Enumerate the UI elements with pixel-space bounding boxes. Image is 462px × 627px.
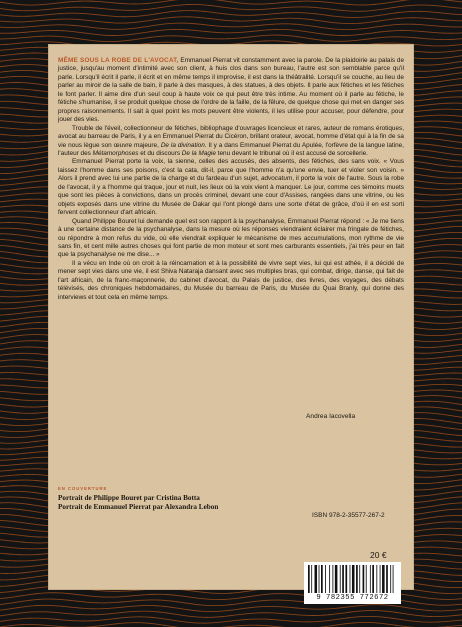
paragraph-4: Quand Philippe Bouret lui demande quel est son rapport à la psychanalyse, Emmanuel Pierrat répond : « Je me tiens à une certaine distance de la psychanalyse, dans la mesure où les réponses viendraient éclairer ma fringale de fétiches, ou répondre à mon refus du vide, où elle viendrait expliquer le mécanisme de mes accumulations, mon rythme de vie sans fin, et cent mille autres choses qui font partie de mon moteur et sont mes carburants essentiels, j'ai très peur en fait que la psychanalyse ne me dise... » bbox=[58, 217, 404, 259]
paragraph-2-text-c: et du discours bbox=[138, 149, 182, 157]
barcode bbox=[304, 562, 401, 604]
paragraph-2 bbox=[58, 125, 404, 159]
barcode-bars bbox=[304, 562, 401, 596]
paragraph-2-text-d: tenu devant le tribunal où il est accusé de sorcellerie. bbox=[215, 149, 368, 157]
author-signature: Andrea Iacovella bbox=[306, 413, 356, 420]
lead-in-phrase: MÊME SOUS LA ROBE DE L'AVOCAT, bbox=[58, 57, 179, 64]
title-metamorphoses: Métamorphoses bbox=[92, 149, 139, 157]
paragraph-5: Il a vécu en Inde où on croit à la réincarnation et à la possibilité de vivre sept vies, lui qui est athée, il a décidé de mener sept vies dans une vie, il est Shiva Nataraja dansant avec ses multiples bras, qui combat, dirige, danse, qui fait de l'art africain, de la franc-maçonnerie, du cabinet d'avocat, du Palais de justice, des livres, des voyages, des débats télévisés, des chroniques hebdomadaires, du Musée du barreau de Paris, du Musée du Quai Branly, qui donne des interviews et tout cela en même temps. bbox=[58, 259, 404, 301]
paragraph-3 bbox=[58, 158, 404, 217]
cover-credit-label: EN COUVERTURE bbox=[58, 486, 108, 491]
paragraph-3-text-b: , il porte la voix de l'autre. Sous la robe de l'avocat, il y a l'homme qui traque, jour et nuit, les lieux où la voix vient à manquer. Le jour, comme ces témoins muets que sont les pièces à convictions, dans un procès criminel, devant une cour d'Assises, rangées dans une vitrine, ou les objets exposés dans une vitrine du Musée de Dakar qui l'ont plongé dans une sorte d'état de grâce, d'où il en est sorti fervent collectionneur d'art africain. bbox=[58, 175, 404, 217]
barcode-digits: 9 782355 772672 bbox=[316, 594, 389, 602]
paragraph-1 bbox=[58, 57, 404, 125]
paragraph-3-text-a: Emmanuel Pierrat porte la voix, la sienne, celles des accusés, des absents, des fétiches, des sans voix. « Vous laissez l'homme dans ses poisons, c'est la cata, dit-il, parce que l'homme n'a qu'une envie, tuer et violer son voisin. » Alors il prend avec lui une partie de la charge et du fardeau d'un sujet, bbox=[58, 158, 404, 183]
title-de-la-divination: De la divination bbox=[160, 141, 205, 149]
photo-credit-bouret: Portrait de Philippe Bouret par Cristina Botta bbox=[58, 494, 200, 502]
title-de-la-magie: De la Magie bbox=[181, 149, 216, 157]
photo-credit-pierrat: Portrait de Emmanuel Pierrat par Alexandra Lebon bbox=[58, 503, 219, 511]
term-advocatum: advocatum bbox=[260, 175, 293, 183]
paragraph-2-text-a: Trouble de l'éveil, collectionneur de fétiches, bibliophage d'ouvrages licencieux et rares, auteur de romans érotiques, avocat au barreau de Paris, il y a en Emmanuel Pierrat du Cicéron, brillant orateur, avocat, homme d'état qui à la fin de sa vie nous lègue son œuvre majeure, bbox=[58, 124, 404, 149]
isbn-number: ISBN 978-2-35577-267-2 bbox=[312, 512, 385, 519]
paragraph-1-text: Emmanuel Pierrat vit constamment avec la parole. De la plaidoirie au palais de justice, jusqu'au moment d'intimité avec son client, à huis clos dans son bureau, l'autre est son semblable parce qu'il parle. Lorsqu'il écrit il parle, il écrit et en même temps il improvise, il est dans la théâtralité. Lorsqu'il se couche, au lieu de parler au miroir de la salle de bain, il parle à des masques, à des statues, à des objets. Il parle aux fétiches et les fétiches le font parler. Il aime dire d'un seul coup à haute voix ce qui peut être très intime. Au moment où il parle au fétiche, le fétiche s'humanise, il se produit quelque chose de l'ordre de la faille, de la fêlure, de quelque chose qui met en danger ses propres raisonnements. Il sait à quel point les mots peuvent être violents, il les utilise pour accuser, pour défendre, pour jouer des vies. bbox=[58, 57, 404, 124]
price-label: 20 € bbox=[370, 550, 387, 560]
back-cover-text bbox=[58, 57, 404, 302]
paragraph-2-text-b: . Il y a dans Emmanuel Pierrat du Apulée, l'orfèvre de la langue latine, l'auteur des bbox=[58, 141, 404, 157]
